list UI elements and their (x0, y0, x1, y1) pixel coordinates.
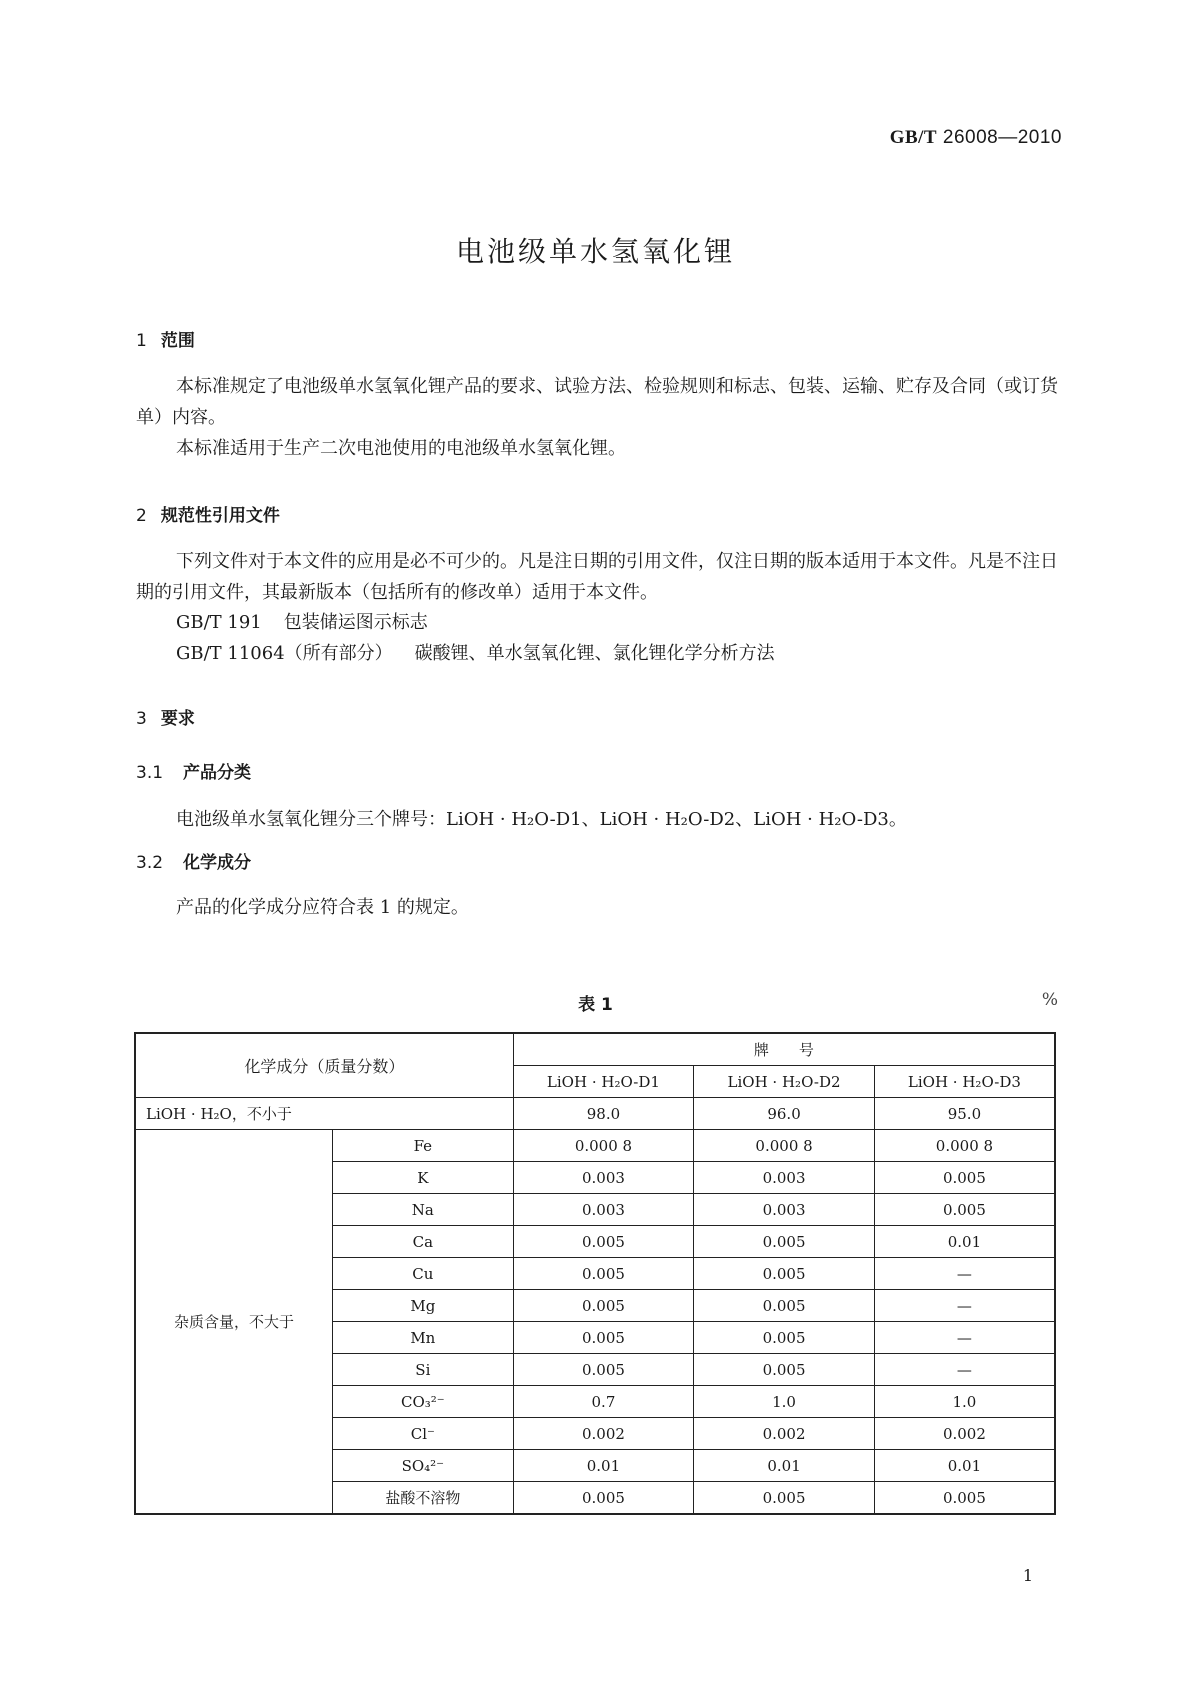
element-cell: Cu (333, 1258, 514, 1290)
element-cell: CO₃²⁻ (333, 1386, 514, 1418)
table-cell: — (874, 1322, 1055, 1354)
reference-gbt-11064 (176, 639, 775, 665)
main-content-label: LiOH · H₂O，不小于 (135, 1098, 513, 1130)
standard-code (890, 127, 1062, 149)
section-1-paragraph-2 (136, 433, 1058, 464)
paragraph-text: 电池级单水氢氧化锂分三个牌号：LiOH · H₂O-D1、LiOH · H₂O-D2、LiOH · H₂O-D3。 (176, 809, 907, 830)
table-cell: 0.01 (513, 1450, 694, 1482)
table-cell: 0.003 (694, 1162, 875, 1194)
table-cell: 1.0 (874, 1386, 1055, 1418)
table-cell: 0.003 (513, 1194, 694, 1226)
table-cell: 0.01 (874, 1450, 1055, 1482)
page-number: 1 (1022, 1566, 1033, 1585)
table-cell: 0.002 (513, 1418, 694, 1450)
element-cell: K (333, 1162, 514, 1194)
section-3-1-paragraph (136, 804, 1058, 835)
section-1-paragraph-1 (136, 371, 1058, 433)
chemical-composition-table (134, 1032, 1056, 1515)
table-cell: 0.000 8 (874, 1130, 1055, 1162)
table-unit: % (1041, 990, 1058, 1010)
paragraph-text: 下列文件对于本文件的应用是必不可少的。凡是注日期的引用文件，仅注日期的版本适用于本文件。凡是不注日期的引用文件，其最新版本（包括所有的修改单）适用于本文件。 (136, 551, 1058, 603)
table-row (135, 1098, 1055, 1130)
table-cell: 0.005 (513, 1482, 694, 1515)
table-header-row (135, 1033, 1055, 1066)
table-cell: 0.005 (694, 1290, 875, 1322)
table-cell: 0.005 (694, 1354, 875, 1386)
table-cell: — (874, 1258, 1055, 1290)
section-number: 3.1 (136, 763, 164, 783)
table-cell: 0.005 (513, 1258, 694, 1290)
section-title: 规范性引用文件 (160, 506, 280, 526)
impurity-label: 杂质含量，不大于 (135, 1130, 333, 1515)
header-grade: 牌 号 (513, 1033, 1055, 1066)
table-cell: 0.01 (874, 1226, 1055, 1258)
section-title: 化学成分 (183, 853, 252, 873)
table-cell: 0.005 (694, 1482, 875, 1515)
grade-d1: LiOH · H₂O-D1 (513, 1066, 694, 1098)
element-cell: Mg (333, 1290, 514, 1322)
table-cell: 96.0 (694, 1098, 875, 1130)
table-cell: — (874, 1290, 1055, 1322)
section-title: 要求 (160, 709, 195, 729)
reference-title: 包装储运图示标志 (283, 612, 428, 633)
reference-code: GB/T 11064（所有部分） (176, 643, 393, 664)
reference-title: 碳酸锂、单水氢氧化锂、氯化锂化学分析方法 (414, 643, 775, 664)
section-3-1-heading (136, 758, 251, 783)
element-cell: 盐酸不溶物 (333, 1482, 514, 1515)
element-cell: Na (333, 1194, 514, 1226)
document-title: 电池级单水氢氧化锂 (455, 235, 735, 268)
section-number: 3.2 (136, 853, 164, 873)
section-3-heading (136, 704, 195, 729)
element-cell: SO₄²⁻ (333, 1450, 514, 1482)
table-cell: 0.01 (694, 1450, 875, 1482)
grade-d2: LiOH · H₂O-D2 (694, 1066, 875, 1098)
table-cell: 0.002 (694, 1418, 875, 1450)
table-cell: 0.002 (874, 1418, 1055, 1450)
table-cell: 0.003 (513, 1162, 694, 1194)
element-cell: Cl⁻ (333, 1418, 514, 1450)
table-cell: 98.0 (513, 1098, 694, 1130)
element-cell: Fe (333, 1130, 514, 1162)
table-cell: 0.005 (694, 1322, 875, 1354)
grade-d3: LiOH · H₂O-D3 (874, 1066, 1055, 1098)
table-cell: 0.005 (694, 1258, 875, 1290)
table-cell: 0.005 (874, 1194, 1055, 1226)
section-title: 产品分类 (183, 763, 252, 783)
section-number: 3 (136, 709, 147, 729)
table-cell: 0.7 (513, 1386, 694, 1418)
table-row (135, 1130, 1055, 1162)
header-composition: 化学成分（质量分数） (135, 1033, 513, 1098)
reference-code: GB/T 191 (176, 612, 262, 633)
table-cell: 0.005 (513, 1290, 694, 1322)
section-1-heading (136, 326, 195, 351)
section-2-heading (136, 501, 280, 526)
table-cell: 0.005 (874, 1482, 1055, 1515)
section-3-2-heading (136, 848, 251, 873)
standard-code-prefix: GB/T (889, 127, 938, 148)
paragraph-text: 本标准适用于生产二次电池使用的电池级单水氢氧化锂。 (176, 438, 626, 459)
element-cell: Si (333, 1354, 514, 1386)
section-3-2-paragraph (136, 892, 1058, 923)
table-cell: 95.0 (874, 1098, 1055, 1130)
table-cell: 0.005 (513, 1226, 694, 1258)
table-cell: 0.005 (513, 1322, 694, 1354)
table-cell: 1.0 (694, 1386, 875, 1418)
section-title: 范围 (160, 331, 195, 351)
table-cell: 0.003 (694, 1194, 875, 1226)
table-cell: 0.000 8 (513, 1130, 694, 1162)
table-cell: 0.000 8 (694, 1130, 875, 1162)
paragraph-text: 本标准规定了电池级单水氢氧化锂产品的要求、试验方法、检验规则和标志、包装、运输、贮存及合同（或订货单）内容。 (136, 376, 1058, 428)
element-cell: Ca (333, 1226, 514, 1258)
section-number: 1 (136, 331, 147, 351)
table-cell: 0.005 (513, 1354, 694, 1386)
reference-gbt-191 (176, 608, 428, 634)
section-number: 2 (136, 506, 147, 526)
section-2-paragraph (136, 546, 1058, 608)
element-cell: Mn (333, 1322, 514, 1354)
paragraph-text: 产品的化学成分应符合表 1 的规定。 (176, 897, 469, 918)
table-caption: 表 1 (578, 995, 613, 1015)
table-cell: 0.005 (694, 1226, 875, 1258)
standard-code-number: 26008—2010 (942, 127, 1062, 148)
table-cell: — (874, 1354, 1055, 1386)
table-cell: 0.005 (874, 1162, 1055, 1194)
